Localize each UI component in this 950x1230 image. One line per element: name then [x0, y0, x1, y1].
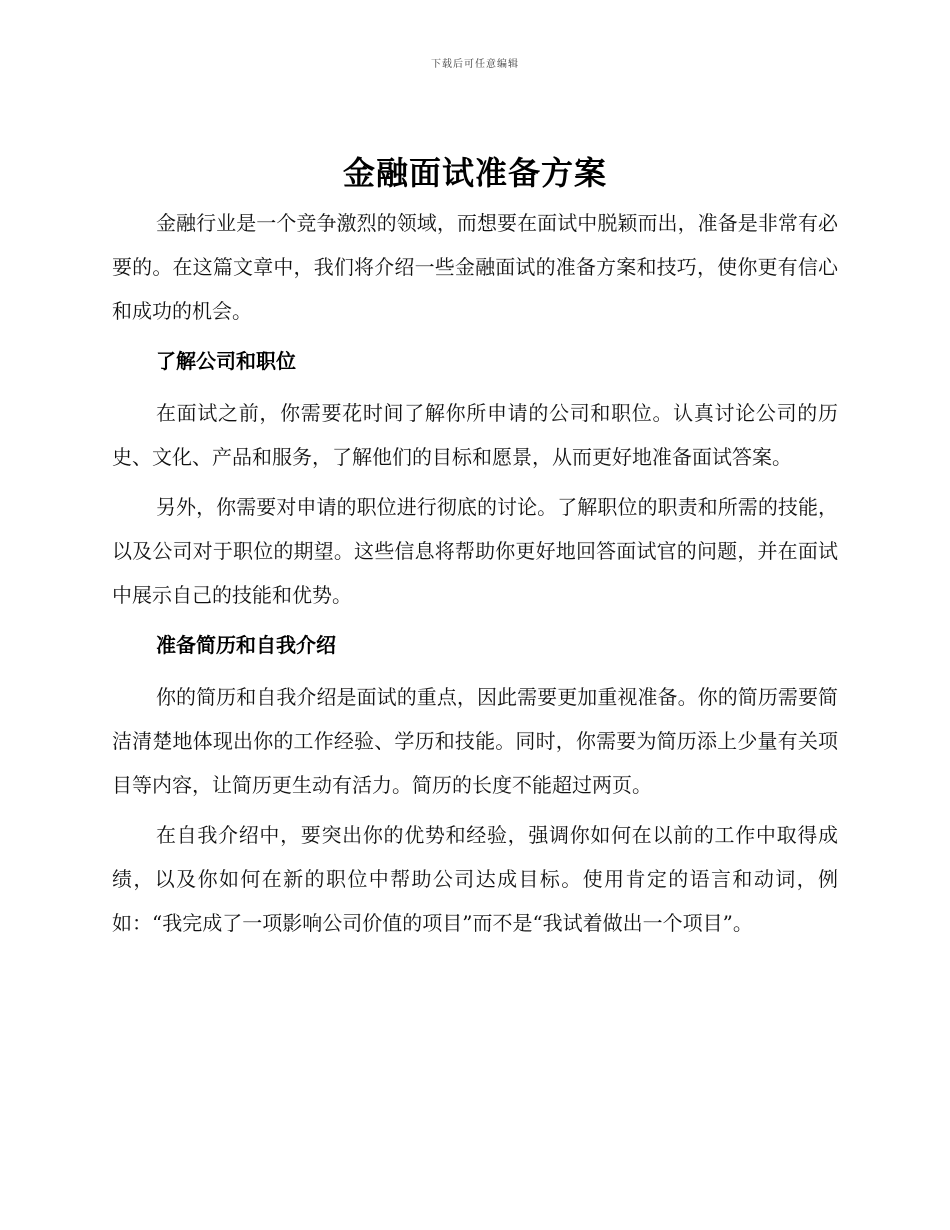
section-company-paragraph-2: 另外，你需要对申请的职位进行彻底的讨论。了解职位的职责和所需的技能，以及公司对于职位的期望。这些信息将帮助你更好地回答面试官的问题，并在面试中展示自己的技能和优势。 — [112, 495, 838, 607]
document-title: 金融面试准备方案 — [342, 154, 607, 192]
section-heading-company: 了解公司和职位 — [156, 349, 296, 373]
section-resume-paragraph-2: 在自我介绍中，要突出你的优势和经验，强调你如何在以前的工作中取得成绩，以及你如何在新的职位中帮助公司达成目标。使用肯定的语言和动词，例如：“我完成了一项影响公司价值的项目”而不是“我试着做出一个项目”。 — [112, 823, 838, 935]
page-header-note: 下载后可任意编辑 — [431, 59, 519, 70]
section-company-paragraph-1: 在面试之前，你需要花时间了解你所申请的公司和职位。认真讨论公司的历史、文化、产品和服务，了解他们的目标和愿景，从而更好地准备面试答案。 — [112, 401, 838, 469]
intro-paragraph: 金融行业是一个竞争激烈的领域，而想要在面试中脱颖而出，准备是非常有必要的。在这篇文章中，我们将介绍一些金融面试的准备方案和技巧，使你更有信心和成功的机会。 — [112, 211, 838, 323]
section-heading-resume: 准备简历和自我介绍 — [156, 633, 336, 657]
section-resume-paragraph-1: 你的简历和自我介绍是面试的重点，因此需要更加重视准备。你的简历需要简洁清楚地体现出你的工作经验、学历和技能。同时，你需要为简历添上少量有关项目等内容，让简历更生动有活力。简历的长度不能超过两页。 — [112, 685, 838, 797]
document-body — [112, 201, 838, 951]
